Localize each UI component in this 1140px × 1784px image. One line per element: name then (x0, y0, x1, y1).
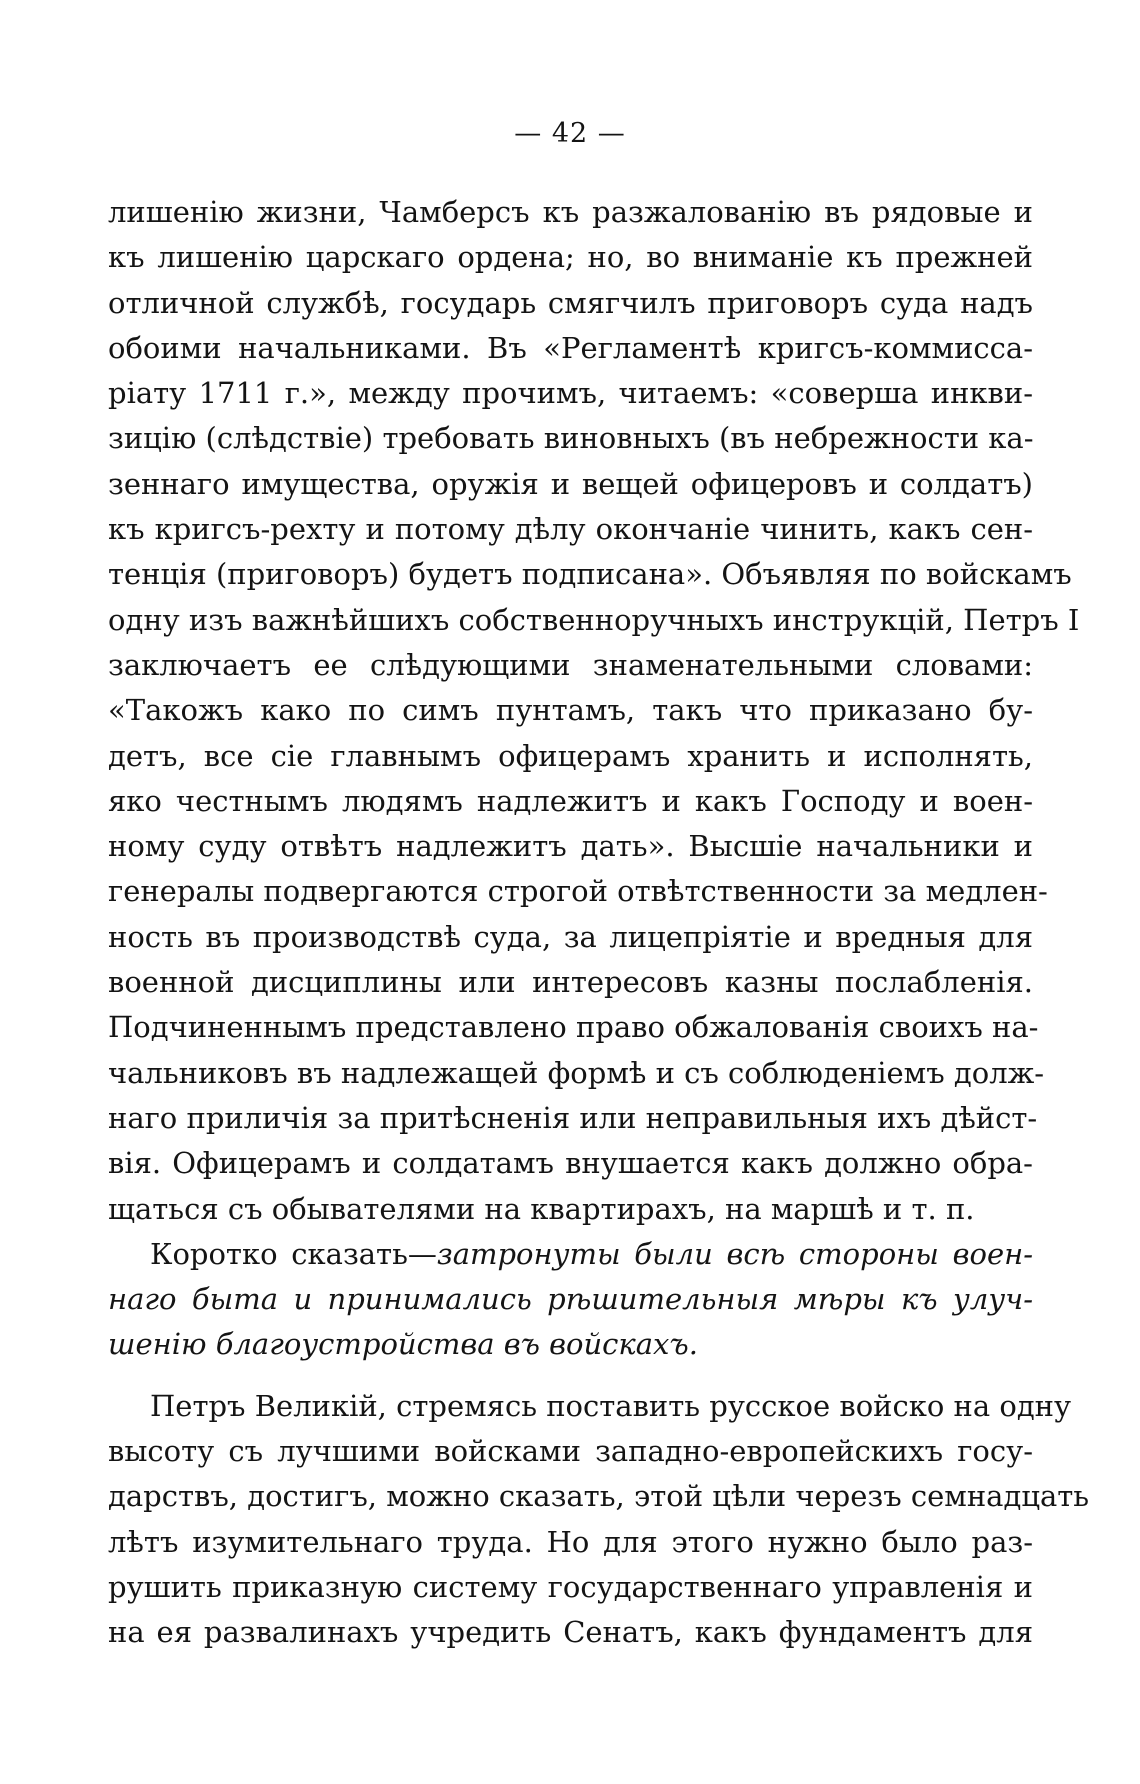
text-line: яко честнымъ людямъ надлежитъ и какъ Господу и воен- (108, 783, 1033, 818)
italic-emphasis: наго быта и принимались рѣшительныя мѣры къ улуч- (108, 1282, 1033, 1317)
text-line (108, 1277, 1033, 1322)
text-line: Петръ Великій, стремясь поставить русское войско на одну (150, 1388, 1072, 1423)
text-line: военной дисциплины или интересовъ казны послабленія. (108, 965, 1033, 1000)
text-line: Коротко сказать—затронуты были всѣ стороны воен- (150, 1236, 1034, 1271)
text-line: на ея развалинахъ учредить Сенатъ, какъ фундаментъ для (108, 1615, 1033, 1650)
text-line: къ лишенію царскаго ордена; но, во вниманіе къ прежней (108, 240, 1033, 275)
page-number: — 42 — (514, 118, 626, 149)
text-line: детъ, все сіе главнымъ офицерамъ хранить и исполнять, (108, 738, 1033, 773)
text-line: ному суду отвѣтъ надлежитъ дать». Высшіе начальники и (108, 829, 1033, 864)
text-line: одну изъ важнѣйшихъ собственноручныхъ инструкцій, Петръ I (108, 602, 1080, 637)
text-line: наго приличія за притѣсненія или неправильныя ихъ дѣйст- (108, 1100, 1038, 1135)
text-line: лѣтъ изумительнаго труда. Но для этого нужно было раз- (108, 1524, 1033, 1559)
text-line: высоту съ лучшими войсками западно-европейскихъ госу- (108, 1434, 1033, 1469)
text-line: рушить приказную систему государственнаго управленія и (108, 1569, 1033, 1604)
text-line: обоими начальниками. Въ «Регламентѣ кригсъ-коммисса- (108, 330, 1033, 365)
text-line: лишенію жизни, Чамберсъ къ разжалованію въ рядовые и (108, 195, 1033, 229)
text-line: къ кригсъ-рехту и потому дѣлу окончаніе чинить, какъ сен- (108, 512, 1033, 547)
text-line: заключаетъ ее слѣдующими знаменательными словами: (108, 647, 1033, 682)
text-line: Подчиненнымъ представлено право обжалованія своихъ на- (108, 1010, 1039, 1045)
text-line: ность въ производствѣ суда, за лицепріятіе и вредныя для (108, 919, 1033, 954)
text-line: вія. Офицерамъ и солдатамъ внушается какъ должно обра- (108, 1146, 1033, 1181)
text-line: отличной службѣ, государь смягчилъ приговоръ суда надъ (108, 285, 1033, 320)
text-line: зицію (слѣдствіе) требовать виновныхъ (въ небрежности ка- (108, 421, 1034, 456)
italic-emphasis: шенію благоустройства въ войскахъ. (108, 1327, 698, 1362)
text-line: генералы подвергаются строгой отвѣтственности за медлен- (108, 874, 1048, 909)
text-line (108, 1322, 1033, 1367)
body-text (108, 190, 1090, 1656)
text-line: щаться съ обывателями на квартирахъ, на маршѣ и т. п. (108, 1191, 975, 1226)
text-line: чальниковъ въ надлежащей формѣ и съ соблюденіемъ долж- (108, 1055, 1045, 1090)
text-line: тенція (приговоръ) будетъ подписана». Объявляя по войскамъ (108, 557, 1072, 592)
text-line: дарствъ, достигъ, можно сказать, этой цѣли черезъ семнадцать (108, 1479, 1090, 1514)
text-line: зеннаго имущества, оружія и вещей офицеровъ и солдатъ) (108, 466, 1033, 501)
italic-emphasis: затронуты были всѣ стороны воен- (436, 1236, 1034, 1271)
text-line: ріату 1711 г.», между прочимъ, читаемъ: «соверша инкви- (108, 376, 1033, 411)
text-line: «Такожъ како по симъ пунтамъ, такъ что приказано бу- (108, 693, 1033, 728)
